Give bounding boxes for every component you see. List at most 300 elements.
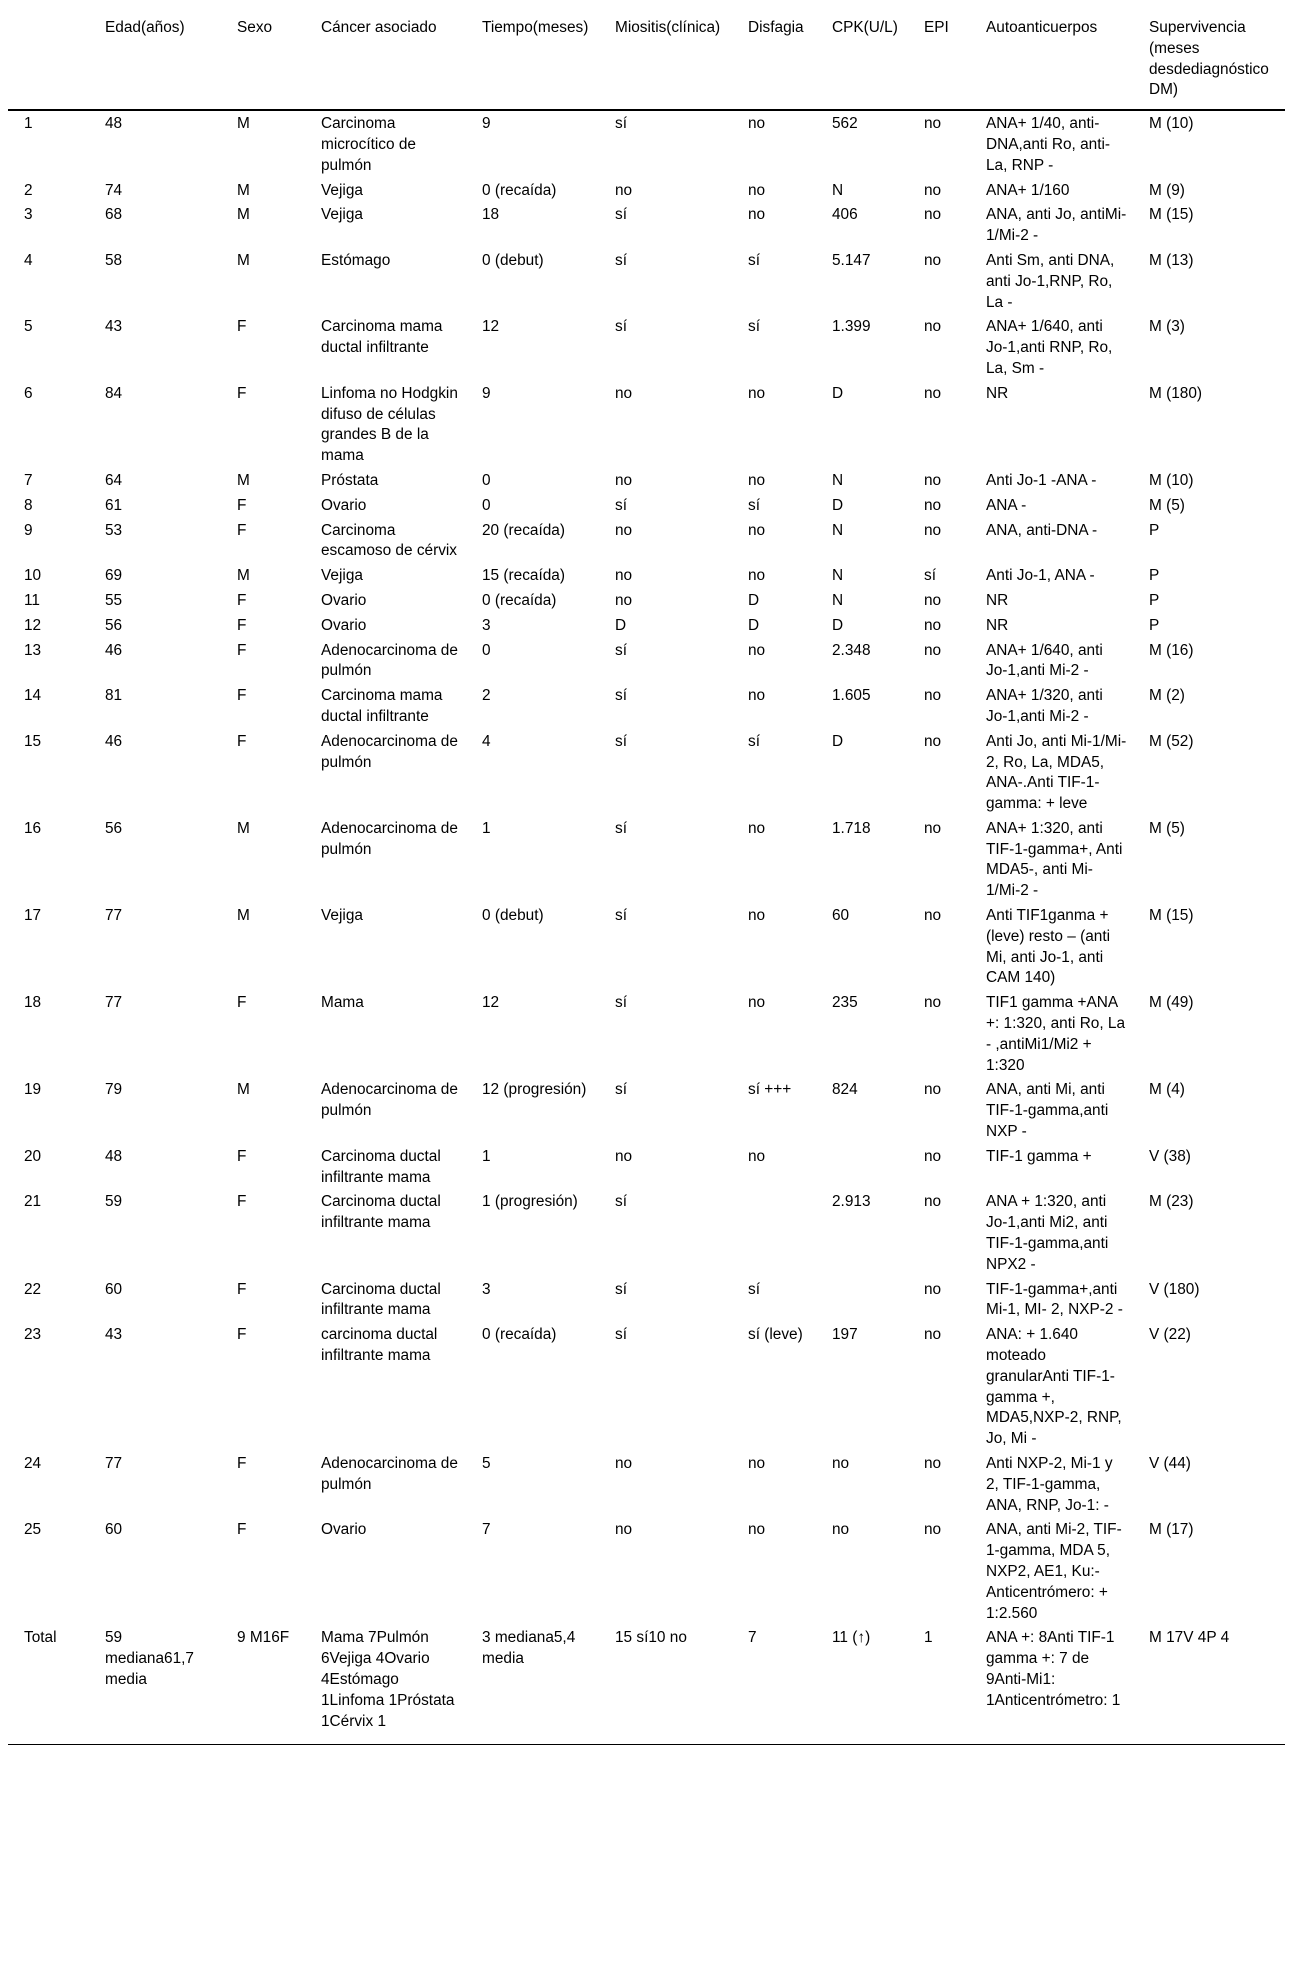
myositis-cell: no [615,591,633,609]
myositis-cell: sí [615,1326,627,1344]
cancer-cell: Ovario [321,591,367,609]
autoantibodies-cell: ANA, anti-DNA - [986,521,1098,539]
epi-cell: no [924,521,942,539]
dysphagia-cell: no [748,1521,766,1539]
epi-cell: no [924,732,942,750]
survival-cell: M (4) [1149,1081,1185,1099]
dysphagia-cell [732,1189,816,1276]
case-number-cell: 19 [24,1081,42,1099]
dysphagia-cell: no [748,1147,766,1165]
time-cell: 0 [482,641,491,659]
age-cell: 60 [105,1521,123,1539]
case-number-cell: 3 [24,206,33,224]
sex-cell: M [237,567,250,585]
epi-cell: no [924,115,942,133]
cancer-cell: Carcinoma ductal infiltrante mama [321,1193,441,1232]
myositis-cell: sí [615,318,627,336]
epi-cell: no [924,1147,942,1165]
myositis-cell: sí [615,907,627,925]
survival-cell: V (44) [1149,1455,1191,1472]
time-cell: 3 [482,616,491,634]
table-row [8,588,1285,613]
time-cell: 12 [482,318,500,336]
sex-cell: M [237,181,250,199]
autoantibodies-cell: ANA +: 8Anti TIF-1 gamma +: 7 de 9Anti-Mi1: 1Anticentrómetro: 1 [986,1629,1121,1709]
autoantibodies-cell: NR [986,384,1009,402]
cpk-cell: N [832,567,844,585]
sex-cell: M [237,206,250,224]
cpk-cell: 2.348 [832,641,871,659]
age-cell: 46 [105,732,123,750]
time-cell: 0 (recaída) [482,1326,557,1344]
epi-cell: no [924,1280,942,1298]
table-row [8,381,1285,468]
time-cell: 0 (recaída) [482,181,557,199]
dysphagia-cell: sí [748,251,760,269]
sex-cell: F [237,1326,247,1344]
cancer-cell: Adenocarcinoma de pulmón [321,641,458,680]
sex-cell: F [237,318,247,336]
myositis-cell: no [615,521,633,539]
cancer-cell: Mama 7Pulmón 6Vejiga 4Ovario 4Estómago 1Linfoma 1Próstata 1Cérvix 1 [321,1629,455,1730]
data-table [8,12,1285,1745]
autoantibodies-cell: ANA, anti Mi, anti TIF-1-gamma,anti NXP - [986,1081,1109,1141]
case-number-cell: 12 [24,616,42,634]
sex-cell: M [237,907,250,925]
autoantibodies-cell: ANA+ 1:320, anti TIF-1-gamma+, Anti MDA5-, anti Mi-1/Mi-2 - [986,819,1123,900]
cpk-cell [816,1277,908,1323]
case-number-cell: 22 [24,1280,42,1298]
table-row [8,563,1285,588]
cpk-cell: no [832,1455,850,1472]
epi-cell: no [924,384,942,402]
survival-cell: P [1149,616,1160,634]
dysphagia-cell: no [748,384,766,402]
cancer-cell: Carcinoma escamoso de cérvix [321,521,458,560]
myositis-cell: sí [615,732,627,750]
survival-cell: M (13) [1149,251,1194,269]
time-cell: 0 (recaída) [482,591,557,609]
epi-cell: no [924,616,942,634]
survival-cell: V (180) [1149,1280,1200,1298]
dysphagia-cell: sí [748,496,760,514]
cpk-cell: 1.605 [832,687,871,705]
cpk-cell: D [832,616,844,634]
survival-cell: P [1149,521,1160,539]
survival-cell: M (2) [1149,687,1185,705]
age-cell: 60 [105,1280,123,1298]
dysphagia-cell: no [748,181,766,199]
table-row [8,1189,1285,1276]
autoantibodies-cell: ANA+ 1/320, anti Jo-1,anti Mi-2 - [986,687,1103,725]
autoantibodies-cell: NR [986,591,1009,609]
autoantibodies-cell: Anti Sm, anti DNA, anti Jo-1,RNP, Ro, La - [986,251,1115,311]
age-cell: 55 [105,591,123,609]
dysphagia-cell: no [748,206,766,224]
autoantibodies-cell: ANA, anti Mi-2, TIF-1-gamma, MDA 5, NXP2, AE1, Ku:- Anticentrómero: + 1:2.560 [986,1521,1122,1622]
cancer-cell: carcinoma ductal infiltrante mama [321,1326,438,1365]
myositis-cell: no [615,1521,633,1539]
cpk-cell: 406 [832,206,858,224]
age-cell: 84 [105,384,123,402]
autoantibodies-cell: ANA+ 1/640, anti Jo-1,anti Mi-2 - [986,641,1103,680]
autoantibodies-cell: Anti Jo, anti Mi-1/Mi-2, Ro, La, MDA5, ANA-.Anti TIF-1-gamma: + leve [986,732,1127,813]
table-row [8,1077,1285,1143]
total-row [8,1625,1285,1744]
table-row [8,493,1285,518]
dysphagia-cell: no [748,687,766,705]
time-cell: 5 [482,1455,491,1472]
cpk-cell: D [832,496,844,514]
time-cell: 1 [482,819,491,837]
cancer-cell: Carcinoma mama ductal infiltrante [321,687,443,725]
cancer-cell: Vejiga [321,206,363,224]
table-row [8,202,1285,248]
sex-cell: 9 M16F [237,1629,290,1647]
cpk-cell: D [832,732,844,750]
epi-cell: no [924,1081,942,1099]
time-cell: 18 [482,206,500,224]
myositis-cell: no [615,567,633,585]
time-cell: 1 [482,1147,491,1165]
age-cell: 43 [105,318,123,336]
cpk-cell: N [832,521,844,539]
case-number-cell: 6 [24,384,33,402]
case-number-cell: 8 [24,496,33,514]
time-cell: 15 (recaída) [482,567,565,585]
cpk-cell: no [832,1521,850,1539]
col-header-sex: Sexo [237,19,273,36]
col-header-survival: Supervivencia (meses desdediagnóstico DM) [1149,19,1269,99]
case-number-cell: 7 [24,471,33,489]
survival-cell: M 17V 4P 4 [1149,1629,1230,1647]
cpk-cell: 2.913 [832,1193,871,1211]
cancer-cell: Adenocarcinoma de pulmón [321,732,458,771]
myositis-cell: sí [615,206,627,224]
myositis-cell: sí [615,1081,627,1099]
epi-cell: no [924,471,942,489]
cpk-cell: N [832,181,844,199]
table-row [8,1451,1285,1517]
survival-cell: M (9) [1149,181,1185,199]
myositis-cell: D [615,616,627,634]
myositis-cell: sí [615,115,627,133]
case-number-cell: Total [24,1629,57,1647]
time-cell: 12 (progresión) [482,1081,587,1099]
age-cell: 56 [105,616,123,634]
table-row [8,1517,1285,1625]
col-header-age: Edad(años) [105,19,185,36]
sex-cell: F [237,732,247,750]
autoantibodies-cell: ANA, anti Jo, antiMi-1/Mi-2 - [986,206,1127,245]
case-number-cell: 21 [24,1193,42,1211]
survival-cell: M (10) [1149,115,1194,133]
sex-cell: F [237,1521,247,1539]
sex-cell: F [237,687,247,705]
col-header-cancer: Cáncer asociado [321,19,437,36]
survival-cell: M (15) [1149,206,1194,224]
autoantibodies-cell: ANA - [986,496,1027,514]
myositis-cell: sí [615,994,627,1012]
epi-cell: no [924,181,942,199]
dysphagia-cell: sí +++ [748,1081,792,1099]
survival-cell: M (23) [1149,1193,1194,1211]
case-number-cell: 11 [24,591,40,609]
dysphagia-cell: sí (leve) [748,1326,803,1344]
epi-cell: no [924,907,942,925]
epi-cell: no [924,318,942,336]
age-cell: 77 [105,907,123,925]
time-cell: 3 mediana5,4 media [482,1629,576,1668]
autoantibodies-cell: ANA+ 1/40, anti-DNA,anti Ro, anti-La, RNP - [986,115,1111,174]
age-cell: 53 [105,521,123,539]
survival-cell: M (3) [1149,318,1185,336]
age-cell: 74 [105,181,123,199]
sex-cell: F [237,384,247,402]
dysphagia-cell: no [748,994,766,1012]
autoantibodies-cell: ANA+ 1/640, anti Jo-1,anti RNP, Ro, La, Sm - [986,318,1113,377]
cancer-cell: Ovario [321,616,367,634]
myositis-cell: no [615,471,633,489]
table-row [8,816,1285,903]
dysphagia-cell: sí [748,1280,760,1298]
case-number-cell: 5 [24,318,33,336]
myositis-cell: sí [615,251,627,269]
survival-cell: M (15) [1149,907,1194,925]
case-number-cell: 13 [24,641,42,659]
dysphagia-cell: sí [748,732,760,750]
myositis-cell: sí [615,641,627,659]
case-number-cell: 25 [24,1521,42,1539]
sex-cell: M [237,471,250,489]
autoantibodies-cell: TIF1 gamma +ANA +: 1:320, anti Ro, La - ,antiMi1/Mi2 + 1:320 [986,994,1126,1074]
dysphagia-cell: no [748,115,766,133]
survival-cell: V (38) [1149,1147,1191,1165]
dysphagia-cell: no [748,907,766,925]
cpk-cell: 11 (↑) [832,1629,871,1647]
case-number-cell: 1 [24,115,33,133]
epi-cell: no [924,1455,942,1472]
dysphagia-cell: no [748,471,766,489]
time-cell: 3 [482,1280,491,1298]
dysphagia-cell: no [748,641,766,659]
cancer-cell: Adenocarcinoma de pulmón [321,819,458,858]
cpk-cell: 562 [832,115,858,133]
epi-cell: no [924,687,942,705]
myositis-cell: no [615,181,633,199]
cpk-cell: 1.399 [832,318,871,336]
survival-cell: M (52) [1149,732,1194,750]
sex-cell: F [237,1193,247,1211]
cancer-cell: Adenocarcinoma de pulmón [321,1455,458,1493]
col-header-index [8,12,89,110]
age-cell: 48 [105,1147,123,1165]
autoantibodies-cell: ANA: + 1.640 moteado granularAnti TIF-1-gamma +, MDA5,NXP-2, RNP, Jo, Mi - [986,1326,1122,1448]
sex-cell: M [237,819,250,837]
survival-cell: V (22) [1149,1326,1191,1344]
cancer-cell: Vejiga [321,567,363,585]
age-cell: 69 [105,567,123,585]
cancer-cell: Vejiga [321,907,363,925]
dysphagia-cell: sí [748,318,760,336]
dysphagia-cell: D [748,591,760,609]
cancer-cell: Ovario [321,496,367,514]
case-number-cell: 9 [24,521,33,539]
age-cell: 81 [105,687,123,705]
table-row [8,1277,1285,1323]
col-header-epi: EPI [924,19,949,36]
table-row [8,110,1285,177]
survival-cell: M (10) [1149,471,1194,489]
cancer-cell: Carcinoma ductal infiltrante mama [321,1147,441,1186]
age-cell: 46 [105,641,123,659]
table-row [8,729,1285,816]
age-cell: 77 [105,994,123,1012]
cpk-cell: 824 [832,1081,858,1099]
time-cell: 1 (progresión) [482,1193,578,1211]
time-cell: 9 [482,115,491,133]
cpk-cell: 5.147 [832,251,871,269]
sex-cell: F [237,496,247,514]
myositis-cell: no [615,1147,633,1165]
table-row [8,990,1285,1077]
survival-cell: M (49) [1149,994,1194,1012]
age-cell: 56 [105,819,123,837]
cpk-cell [816,1144,908,1190]
epi-cell: sí [924,567,936,585]
myositis-cell: sí [615,1280,627,1298]
cancer-cell: Próstata [321,471,379,489]
myositis-cell: sí [615,687,627,705]
sex-cell: F [237,591,247,609]
sex-cell: F [237,521,247,539]
sex-cell: F [237,1280,247,1298]
myositis-cell: sí [615,496,627,514]
autoantibodies-cell: Anti TIF1ganma + (leve) resto – (anti Mi, anti Jo-1, anti CAM 140) [986,907,1111,987]
autoantibodies-cell: ANA + 1:320, anti Jo-1,anti Mi2, anti TIF-1-gamma,anti NPX2 - [986,1193,1109,1273]
age-cell: 59 [105,1193,123,1211]
epi-cell: no [924,1521,942,1539]
time-cell: 0 [482,496,491,514]
cpk-cell: 60 [832,907,850,925]
epi-cell: no [924,1193,942,1211]
dysphagia-cell: no [748,521,766,539]
age-cell: 59 mediana61,7 media [105,1629,194,1688]
case-number-cell: 4 [24,251,33,269]
case-number-cell: 24 [24,1455,42,1472]
age-cell: 58 [105,251,123,269]
table-row [8,314,1285,380]
survival-cell: M (5) [1149,819,1185,837]
table-row [8,248,1285,314]
case-number-cell: 2 [24,181,33,199]
case-number-cell: 23 [24,1326,42,1344]
time-cell: 9 [482,384,491,402]
survival-cell: M (5) [1149,496,1185,514]
time-cell: 20 (recaída) [482,521,565,539]
myositis-cell: no [615,1455,633,1472]
table-row [8,468,1285,493]
autoantibodies-cell: Anti Jo-1, ANA - [986,567,1095,585]
sex-cell: M [237,251,250,269]
sex-cell: F [237,1147,247,1165]
epi-cell: no [924,591,942,609]
survival-cell: M (16) [1149,641,1194,659]
case-number-cell: 18 [24,994,42,1012]
age-cell: 79 [105,1081,123,1099]
age-cell: 68 [105,206,123,224]
age-cell: 43 [105,1326,123,1344]
table-row [8,683,1285,729]
cancer-cell: Carcinoma microcítico de pulmón [321,115,416,174]
myositis-cell: 15 sí10 no [615,1629,687,1647]
col-header-autoantibodies: Autoanticuerpos [986,19,1098,36]
time-cell: 0 [482,471,491,489]
cpk-cell: 1.718 [832,819,871,837]
cpk-cell: 197 [832,1326,858,1344]
cancer-cell: Adenocarcinoma de pulmón [321,1081,458,1120]
time-cell: 2 [482,687,491,705]
header-row [8,12,1285,110]
col-header-dysphagia: Disfagia [748,19,804,36]
col-header-myositis: Miositis(clínica) [615,19,721,36]
cancer-cell: Estómago [321,251,391,269]
epi-cell: no [924,251,942,269]
cpk-cell: N [832,471,844,489]
myositis-cell: sí [615,819,627,837]
table-row [8,1144,1285,1190]
cpk-cell: N [832,591,844,609]
time-cell: 12 [482,994,500,1012]
autoantibodies-cell: Anti NXP-2, Mi-1 y 2, TIF-1-gamma, ANA, RNP, Jo-1: - [986,1455,1113,1514]
case-number-cell: 15 [24,732,42,750]
survival-cell: P [1149,567,1160,585]
cancer-cell: Carcinoma mama ductal infiltrante [321,318,443,357]
autoantibodies-cell: TIF-1 gamma + [986,1147,1092,1165]
autoantibodies-cell: ANA+ 1/160 [986,181,1070,199]
case-number-cell: 17 [24,907,42,925]
table-row [8,178,1285,203]
dysphagia-cell: no [748,567,766,585]
time-cell: 4 [482,732,491,750]
case-number-cell: 14 [24,687,42,705]
col-header-cpk: CPK(U/L) [832,19,898,36]
sex-cell: M [237,115,250,133]
dysphagia-cell: no [748,819,766,837]
age-cell: 77 [105,1455,123,1472]
cancer-cell: Carcinoma ductal infiltrante mama [321,1280,441,1319]
time-cell: 0 (debut) [482,251,544,269]
case-number-cell: 10 [24,567,42,585]
epi-cell: no [924,496,942,514]
time-cell: 7 [482,1521,491,1539]
autoantibodies-cell: Anti Jo-1 -ANA - [986,471,1097,489]
cancer-cell: Linfoma no Hodgkin difuso de células grandes B de la mama [321,384,458,465]
age-cell: 64 [105,471,123,489]
table-row [8,518,1285,564]
survival-cell: P [1149,591,1160,609]
age-cell: 48 [105,115,123,133]
sex-cell: F [237,1455,247,1472]
dysphagia-cell: D [748,616,760,634]
autoantibodies-cell: NR [986,616,1009,634]
survival-cell: M (180) [1149,384,1203,402]
dysphagia-cell: no [748,1455,766,1472]
cpk-cell: D [832,384,844,402]
survival-cell: M (17) [1149,1521,1194,1539]
epi-cell: no [924,819,942,837]
epi-cell: no [924,641,942,659]
